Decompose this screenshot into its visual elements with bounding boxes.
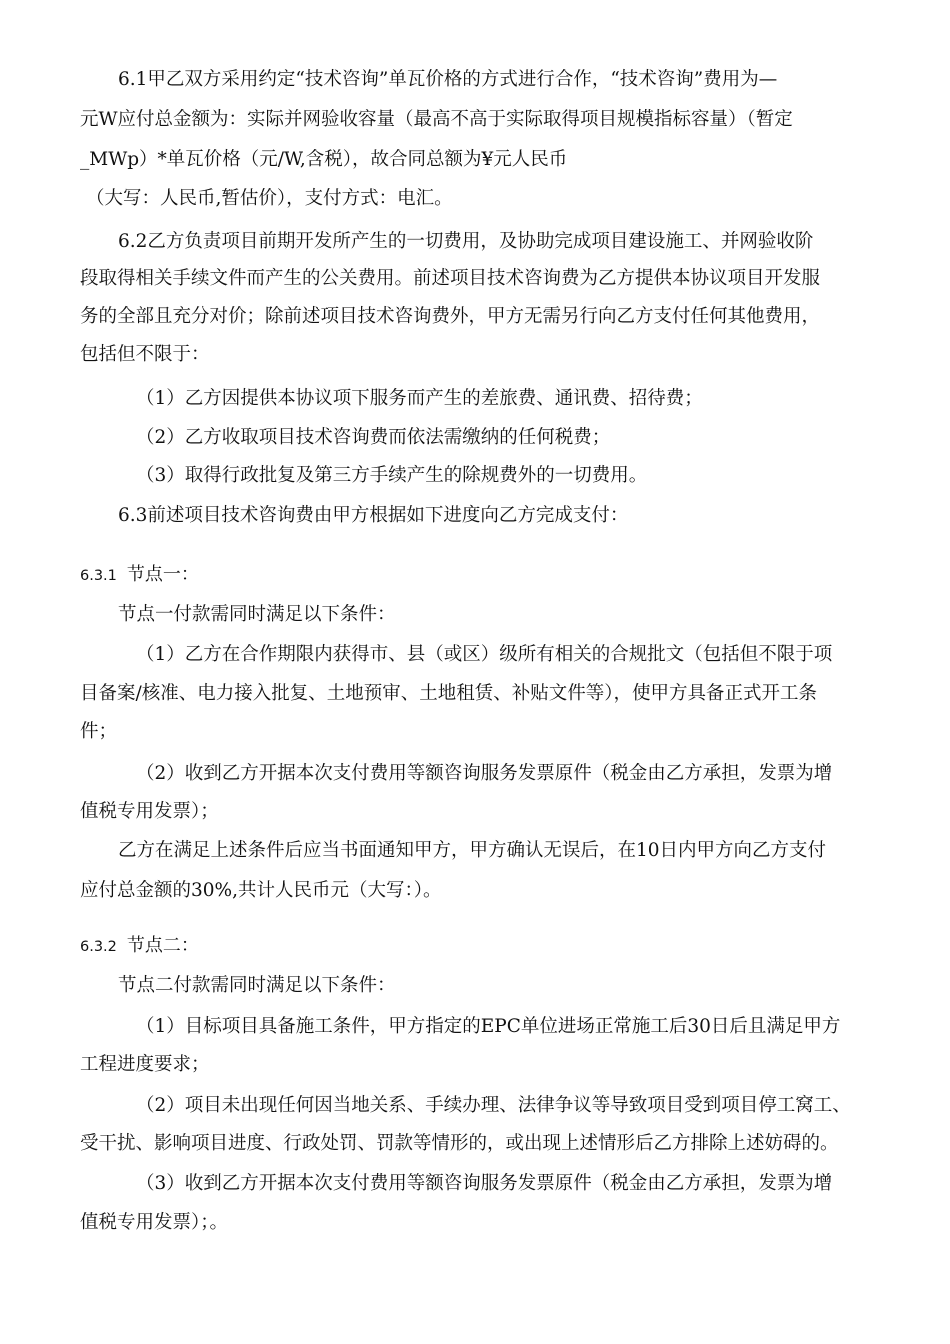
- clause-6-2-line-1: 6.2乙方负责项目前期开发所产生的一切费用，及协助完成项目建设施工、并网验收阶: [118, 231, 814, 252]
- node-2-item-2-line-2: 受干扰、影响项目进度、行政处罚、罚款等情形的，或出现上述情形后乙方排除上述妨碍的。: [80, 1133, 839, 1154]
- node-1-payment-line-2: 应付总金额的30%,共计人民币元（大写：）。: [80, 880, 442, 901]
- node-1-item-1-line-3: 件；: [80, 721, 118, 742]
- list-item-2: （2）乙方收取项目技术咨询费而依法需缴纳的任何税费；: [136, 427, 611, 448]
- node-1-item-2-line-1: （2）收到乙方开据本次支付费用等额咨询服务发票原件（税金由乙方承担，发票为增: [136, 763, 833, 784]
- node-1-payment-line-1: 乙方在满足上述条件后应当书面通知甲方，甲方确认无误后，在10日内甲方向乙方支付: [118, 840, 827, 861]
- section-heading-6-3-1: [80, 564, 199, 587]
- clause-6-1-line-2: 元W应付总金额为：实际并网验收容量（最高不高于实际取得项目规模指标容量）（暂定: [80, 109, 793, 130]
- node-1-item-1-line-2: 目备案/核准、电力接入批复、土地预审、土地租赁、补贴文件等），使甲方具备正式开工条: [80, 683, 817, 704]
- node-1-intro: 节点一付款需同时满足以下条件：: [118, 604, 396, 625]
- node-2-item-1-line-1: （1）目标项目具备施工条件，甲方指定的EPC单位进场正常施工后30日后且满足甲方: [136, 1016, 841, 1037]
- node-2-item-3-line-1: （3）收到乙方开据本次支付费用等额咨询服务发票原件（税金由乙方承担，发票为增: [136, 1173, 833, 1194]
- heading-number: 6.3.2: [80, 939, 117, 955]
- node-2-intro: 节点二付款需同时满足以下条件：: [118, 975, 396, 996]
- clause-6-1-line-3: _MWp）*单瓦价格（元/W,含税），故合同总额为¥元人民币: [80, 149, 568, 170]
- section-heading-6-3-2: [80, 935, 199, 958]
- clause-6-2-line-2: 段取得相关手续文件而产生的公关费用。前述项目技术咨询费为乙方提供本协议项目开发服: [80, 268, 821, 289]
- node-2-item-1-line-2: 工程进度要求；: [80, 1054, 210, 1075]
- clause-6-1-line-4: （大写：人民币,暂估价），支付方式：电汇。: [86, 188, 453, 209]
- heading-title: 节点二：: [126, 935, 199, 956]
- list-item-3: （3）取得行政批复及第三方手续产生的除规费外的一切费用。: [136, 465, 648, 486]
- clause-6-2-line-3: 务的全部且充分对价；除前述项目技术咨询费外，甲方无需另行向乙方支付任何其他费用，: [80, 306, 821, 327]
- clause-6-1-line-1: 6.1甲乙双方采用约定“技术咨询”单瓦价格的方式进行合作，“技术咨询”费用为—: [118, 69, 778, 90]
- node-1-item-1-line-1: （1）乙方在合作期限内获得市、县（或区）级所有相关的合规批文（包括但不限于项: [136, 644, 833, 665]
- node-2-item-2-line-1: （2）项目未出现任何因当地关系、手续办理、法律争议等导致项目受到项目停工窝工、: [136, 1095, 851, 1116]
- node-1-item-2-line-2: 值税专用发票）；: [80, 801, 219, 822]
- clause-6-3: 6.3前述项目技术咨询费由甲方根据如下进度向乙方完成支付：: [118, 505, 629, 526]
- clause-6-2-line-4: 包括但不限于：: [80, 344, 210, 365]
- list-item-1: （1）乙方因提供本协议项下服务而产生的差旅费、通讯费、招待费；: [136, 388, 703, 409]
- node-2-item-3-line-2: 值税专用发票）；。: [80, 1212, 229, 1233]
- heading-title: 节点一：: [126, 564, 199, 585]
- heading-number: 6.3.1: [80, 568, 117, 584]
